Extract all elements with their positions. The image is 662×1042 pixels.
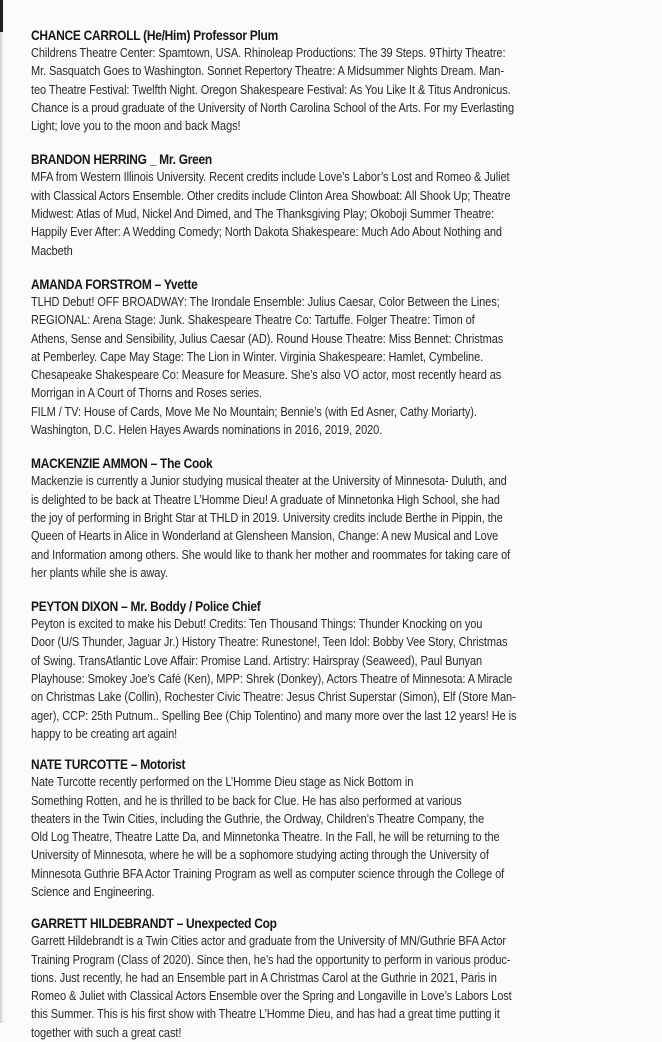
bio-line: Nate Turcotte recently performed on the L’Homme Dieu stage as Nick Bottom in — [31, 775, 414, 790]
bio-line: Chesapeake Shakespeare Co: Measure for Measure. She’s also VO actor, most recently heard as — [31, 368, 502, 383]
bio-line: this Summer. This is his first show with Theatre L’Homme Dieu, and has had a great time putting it — [31, 1007, 500, 1022]
bio-line: Door (U/S Thunder, Jaguar Jr.) History Theatre: Runestone!, Teen Idol: Bobby Vee Story, Christmas — [31, 635, 508, 650]
bio-line: Something Rotten, and he is thrilled to be back for Clue. He has also performed at various — [31, 793, 462, 808]
bio-line: Childrens Theatre Center: Spamtown, USA. Rhinoleap Productions: The 39 Steps. 9Thirty Theatre: — [31, 46, 506, 60]
bio-line: theaters in the Twin Cities, including the Guthrie, the Ordway, Children’s Theatre Company, the — [31, 811, 485, 826]
bio-mackenzie-ammon — [31, 455, 646, 582]
bio-line: Playhouse: Smokey Joe’s Café (Ken), MPP: Shrek (Donkey), Actors Theatre of Minnesota: A Miracle — [31, 672, 513, 687]
bio-heading: BRANDON HERRING _ Mr. Green — [31, 152, 212, 168]
bio-line: together with such a great cast! — [31, 1025, 182, 1040]
bio-line: Mackenzie is currently a Junior studying musical theater at the University of Minnesota- Duluth, and — [31, 474, 507, 489]
bio-line: with Classical Actors Ensemble. Other credits include Clinton Area Showboat: All Shook Up; Theatre — [31, 188, 511, 203]
bio-line: Science and Engineering. — [31, 884, 155, 899]
bio-line: the joy of performing in Bright Star at THLD in 2019. University credits include Berthe in Pippin, the — [31, 510, 503, 525]
page-edge-mark — [0, 0, 3, 32]
page-edge — [0, 0, 4, 1023]
bio-line: Romeo & Juliet with Classical Actors Ensemble over the Spring and Longaville in Love’s Labors Lost — [31, 989, 512, 1004]
bio-line: Mr. Sasquatch Goes to Washington. Sonnet Repertory Theatre: A Midsummer Nights Dream. Man- — [31, 64, 504, 79]
bio-line: Morrigan in A Court of Thorns and Roses series. — [31, 386, 262, 401]
bio-brandon-herring — [31, 151, 646, 259]
bio-heading: MACKENZIE AMMON – The Cook — [31, 456, 213, 472]
bio-line: Old Log Theatre, Theatre Latte Da, and Minnetonka Theatre. In the Fall, he will be returning to the — [31, 830, 500, 845]
bio-line: TLHD Debut! OFF BROADWAY: The Irondale Ensemble: Julius Caesar, Color Between the Lines; — [31, 294, 500, 309]
bio-heading: PEYTON DIXON – Mr. Boddy / Police Chief — [31, 599, 261, 615]
bio-line: Peyton is excited to make his Debut! Credits: Ten Thousand Things: Thunder Knocking on you — [31, 617, 483, 632]
bio-line: FILM / TV: House of Cards, Move Me No Mountain; Bennie’s (with Ed Asner, Cathy Moriarty). — [31, 404, 477, 419]
bio-nate-turcotte — [31, 756, 646, 901]
bio-line: MFA from Western Illinois University. Recent credits include Love’s Labor’s Lost and Romeo & Juliet — [31, 170, 510, 185]
bio-line: Garrett Hildebrandt is a Twin Cities actor and graduate from the University of MN/Guthrie BFA Actor — [31, 934, 506, 949]
bio-line: REGIONAL: Arena Stage: Junk. Shakespeare Theatre Co: Tartuffe. Folger Theatre: Timon of — [31, 313, 475, 328]
bio-chance-carroll — [31, 27, 646, 135]
bio-line: of Swing. TransAtlantic Love Affair: Promise Land. Artistry: Hairspray (Seaweed), Paul Bunyan — [31, 653, 483, 668]
bio-line: Queen of Hearts in Alice in Wonderland at Glensheen Mansion, Change: A new Musical and Love — [31, 529, 499, 544]
bio-line: Happily Ever After: A Wedding Comedy; North Dakota Shakespeare: Much Ado About Nothing and — [31, 225, 502, 240]
bio-line: Washington, D.C. Helen Hayes Awards nominations in 2016, 2019, 2020. — [31, 423, 383, 438]
bio-line: at Pemberley. Cape May Stage: The Lion in Winter. Virginia Shakespeare: Hamlet, Cymbeline. — [31, 349, 484, 364]
bio-heading: AMANDA FORSTROM – Yvette — [31, 276, 198, 292]
bio-line: Athens, Sense and Sensibility, Julius Caesar (AD). Round House Theatre: Miss Bennet: Christmas — [31, 331, 504, 346]
bio-line: ager), CCP: 25th Putnum.. Spelling Bee (Chip Tolentino) and many more over the last 12 years! He is — [31, 708, 517, 723]
bio-line: happy to be creating art again! — [31, 726, 178, 741]
bio-heading: NATE TURCOTTE – Motorist — [31, 757, 186, 773]
bio-line: University of Minnesota, where he will be a sophomore studying acting through the University of — [31, 848, 489, 863]
bio-line: on Christmas Lake (Collin), Rochester Civic Theatre: Jesus Christ Superstar (Simon), Elf (Store Man- — [31, 690, 516, 705]
bio-line: Minnesota Guthrie BFA Actor Training Program as well as computer science through the College of — [31, 866, 505, 881]
bio-line: teo Theatre Festival: Twelfth Night. Oregon Shakespeare Festival: As You Like It & Titus Andronicus. — [31, 82, 511, 97]
bio-line: Chance is a proud graduate of the University of North Carolina School of the Arts. For my Everlasting — [31, 100, 514, 115]
bio-line: Light; love you to the moon and back Mags! — [31, 119, 241, 134]
bio-line: and Information among others. She would like to thank her mother and roommates for taking care of — [31, 547, 511, 562]
bio-heading: GARRETT HILDEBRANDT – Unexpected Cop — [31, 916, 277, 932]
bio-peyton-dixon — [31, 598, 646, 743]
cast-bios-page — [31, 27, 646, 1042]
bio-line: Midwest: Atlas of Mud, Nickel And Dimed, and The Thanksgiving Play; Okoboji Summer Theatre: — [31, 207, 495, 222]
bio-amanda-forstrom — [31, 276, 646, 439]
bio-heading: CHANCE CARROLL (He/Him) Professor Plum — [31, 28, 278, 43]
bio-line: her plants while she is away. — [31, 565, 168, 580]
bio-line: Training Program (Class of 2020). Since then, he’s had the opportunity to perform in various produc- — [31, 952, 511, 967]
bio-line: is delighted to be back at Theatre L’Homme Dieu! A graduate of Minnetonka High School, she had — [31, 492, 500, 507]
bio-line: Macbeth — [31, 243, 73, 258]
bio-line: tions. Just recently, he had an Ensemble part in A Christmas Carol at the Guthrie in 2021, Paris in — [31, 970, 497, 985]
